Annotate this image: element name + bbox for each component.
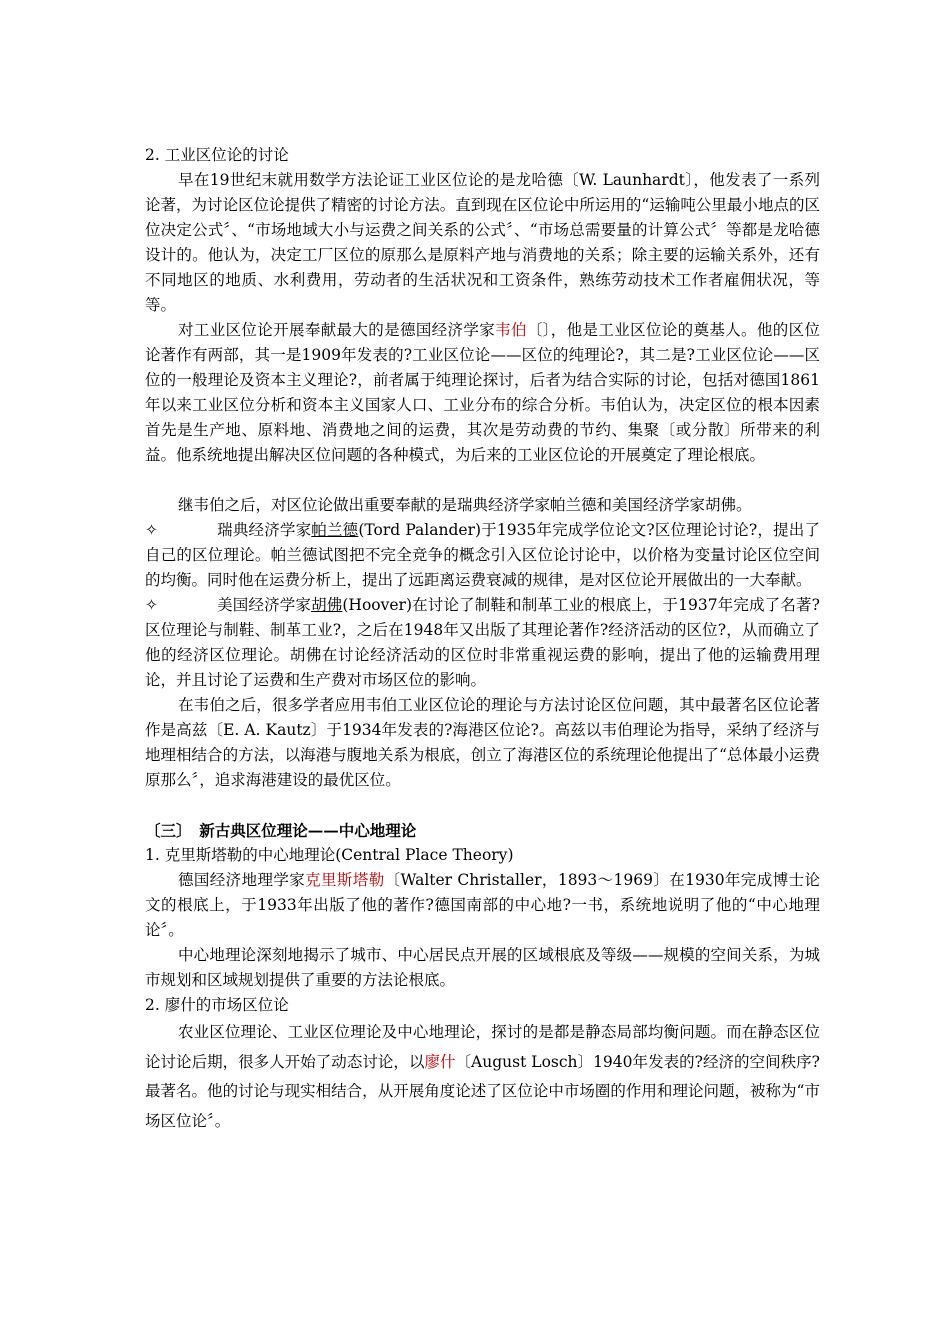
paragraph-central-place-significance: 中心地理论深刻地揭示了城市、中心居民点开展的区域根底及等级——规模的空间关系，为城市规划和区域规划提供了重要的方法论根底。 (145, 946, 820, 989)
text-run: 〔August Losch〕1940年发表的?经济的空间秩序?最著名。他的讨论与现实相结合，从开展角度论述了区位论中市场圈的作用和理论问题，被称为“市场区位论〞。 (145, 1052, 820, 1130)
text-run: 美国经济学家 (217, 596, 312, 614)
text-run: 对工业区位论开展奉献最大的是德国经济学家 (178, 321, 496, 339)
paragraph-kautz: 在韦伯之后，很多学者应用韦伯工业区位论的理论与方法讨论区位问题，其中最著名区位论著作是高兹〔E. A. Kautz〕于1934年发表的?海港区位论?。高兹以韦伯理论为指导，采纳了经济与地理相结合的方法，以海港与腹地关系为根底，创立了海港区位的系统理论他提出了“总体最小运费原那么〞，追求海港建设的最优区位。 (145, 696, 820, 789)
bullet-item-palander (145, 518, 820, 593)
underlined-name-hoover: 胡佛 (311, 596, 343, 614)
blank-line (145, 793, 820, 818)
highlighted-name-weber: 韦伯 (495, 321, 527, 339)
text-run: (Hoover)在讨论了制鞋和制革工业的根底上，于1937年完成了名著?区位理论与制鞋、制革工业?，之后在1948年又出版了其理论著作?经济活动的区位?，从而确立了他的经济区位理论。胡佛在讨论经济活动的区位时非常重视运费的影响，提出了他的运输费用理论，并且讨论了运费和生产费对市场区位的影响。 (145, 596, 820, 689)
section-heading-industrial-location: 2. 工业区位论的讨论 (145, 146, 289, 164)
diamond-bullet-icon: ✧ (145, 521, 158, 539)
paragraph-christaller (145, 868, 820, 943)
text-run: 瑞典经济学家 (217, 521, 312, 539)
section-heading-central-place: 〔三〕 新古典区位理论——中心地理论 (145, 821, 417, 840)
blank-line (145, 468, 820, 493)
text-run: 德国经济地理学家 (178, 871, 306, 889)
paragraph-losch (145, 1018, 820, 1136)
text-run: 农业区位理论、工业区位理论及中心地理论，探讨的是都是静态局部均衡问题。而在静态区位论讨论后期，很多人开始了动态讨论，以 (145, 1023, 820, 1071)
underlined-name-palander: 帕兰德 (311, 521, 359, 539)
document-body (145, 143, 820, 1136)
paragraph-weber (145, 318, 820, 468)
text-run: 〔〕，他是工业区位论的奠基人。他的区位论著作有两部，其一是1909年发表的?工业区位论——区位的纯理论?，其二是?工业区位论——区位的一般理论及资本主义理论?，前者属于纯理论探讨，后者为结合实际的讨论，包括对德国1861年以来工业区位分析和资本主义国家人口、工业分布的综合分析。韦伯认为，决定区位的根本因素首先是生产地、原料地、消费地之间的运费，其次是劳动费的节约、集聚〔或分散〕所带来的利益。他系统地提出解决区位问题的各种模式，为后来的工业区位论的开展奠定了理论根底。 (145, 321, 820, 464)
subheading-losch: 2. 廖什的市场区位论 (145, 996, 289, 1014)
wide-spaced-block (145, 1018, 820, 1136)
text-run: 〔Walter Christaller，1893～1969〕在1930年完成博士论文的根底上，于1933年出版了他的著作?德国南部的中心地?一书，系统地说明了他的“中心地理论〞。 (145, 871, 820, 939)
subheading-christaller: 1. 克里斯塔勒的中心地理论(Central Place Theory) (145, 846, 514, 864)
text-run: (Tord Palander)于1935年完成学位论文?区位理论讨论?，提出了自己的区位理论。帕兰德试图把不完全竞争的概念引入区位论讨论中，以价格为变量讨论区位空间的均衡。同时他在运费分析上，提出了远距离运费衰减的规律，是对区位论开展做出的一大奉献。 (145, 521, 820, 589)
highlighted-name-christaller: 克里斯塔勒 (305, 871, 385, 889)
diamond-bullet-icon: ✧ (145, 596, 158, 614)
highlighted-name-losch: 廖什 (424, 1052, 456, 1071)
bullet-item-hoover (145, 593, 820, 693)
paragraph-successors: 继韦伯之后，对区位论做出重要奉献的是瑞典经济学家帕兰德和美国经济学家胡佛。 (178, 496, 752, 514)
paragraph-launhardt: 早在19世纪末就用数学方法论证工业区位论的是龙哈德〔W. Launhardt〕，他发表了一系列论著，为讨论区位论提供了精密的讨论方法。直到现在区位论中所运用的“运输吨公里最小地点的区位决定公式〞、“市场地域大小与运费之间关系的公式〞、“市场总需要量的计算公式〞等都是龙哈德设计的。他认为，决定工厂区位的原那么是原料产地与消费地的关系；除主要的运输关系外，还有不同地区的地质、水利费用，劳动者的生活状况和工资条件，熟练劳动技术工作者雇佣状况，等等。 (145, 171, 820, 314)
